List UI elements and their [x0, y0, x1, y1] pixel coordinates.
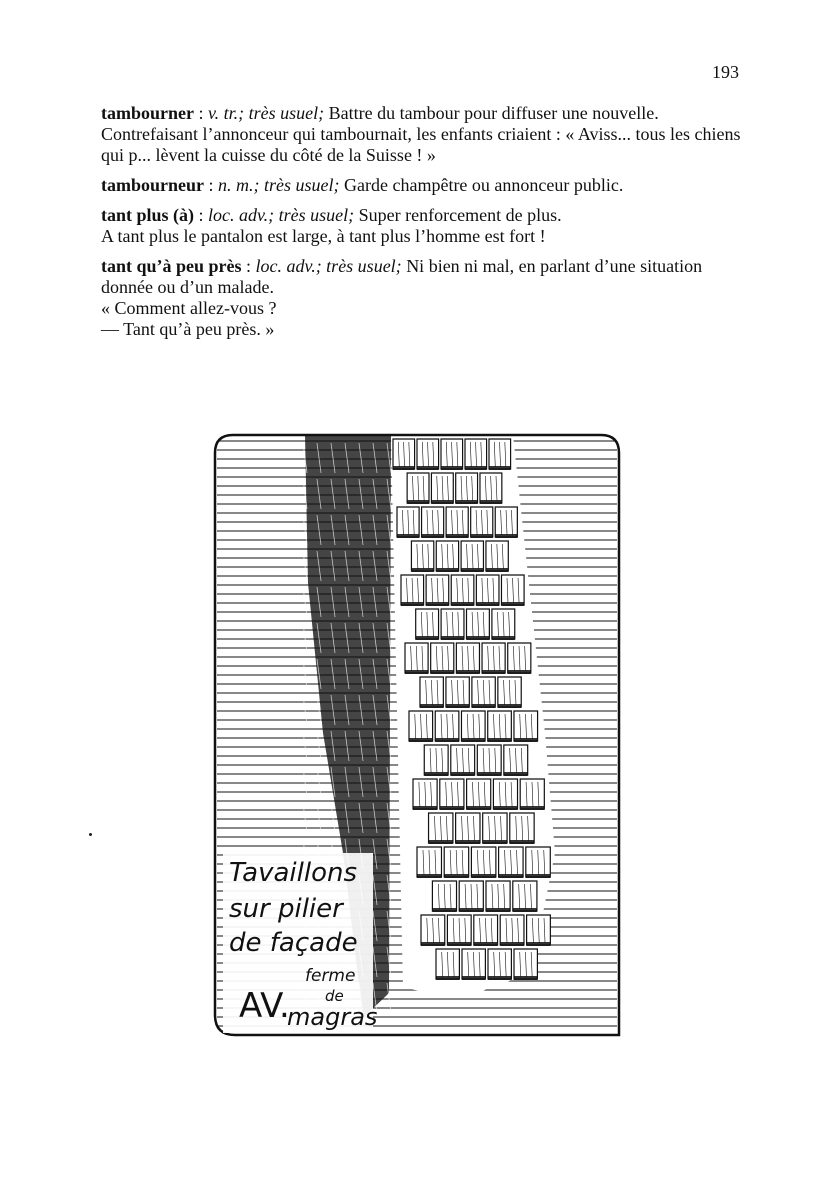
- example: — Tant qu’à peu près. »: [101, 319, 275, 339]
- shingle-shadow: [462, 976, 485, 980]
- shingle-shadow: [513, 908, 537, 912]
- shingle-shadow: [499, 874, 523, 878]
- definition: Garde champêtre ou annonceur public.: [344, 175, 624, 195]
- entry-tant-qu-a-peu-pres: [101, 256, 749, 340]
- hatch-stroke: [303, 623, 307, 653]
- shingle-shadow: [420, 704, 443, 708]
- shingle-shadow: [426, 602, 449, 606]
- shingle-shadow: [456, 670, 479, 674]
- shingle-shadow: [471, 534, 493, 538]
- shingle-shadow: [435, 738, 459, 742]
- shingle-shadow: [495, 534, 517, 538]
- hatch-stroke: [303, 515, 307, 545]
- hatch-stroke: [303, 659, 307, 689]
- location-line: de: [325, 987, 344, 1005]
- hatch-stroke: [317, 731, 321, 761]
- shingle-shadow: [431, 500, 453, 504]
- shingle-shadow: [514, 738, 538, 742]
- shingle-shadow: [489, 466, 511, 470]
- hatch-stroke: [303, 731, 307, 761]
- shingle-shadow: [488, 976, 511, 980]
- hatch-stroke: [303, 803, 307, 833]
- shingle-shadow: [474, 942, 498, 946]
- headword: tant plus (à): [101, 205, 195, 225]
- entry-definition-line: tant plus (à) : loc. adv.; très usuel; Super renforcement de plus.: [101, 205, 562, 225]
- shingle-shadow: [493, 806, 517, 810]
- shingle-shadow: [447, 942, 471, 946]
- shingle-shadow: [416, 636, 439, 640]
- shingle-shadow: [393, 466, 415, 470]
- entry-definition-line: tant qu’à peu près : loc. adv.; très usuel; Ni bien ni mal, en parlant d’une situation donnée ou d’un malade.: [101, 256, 703, 297]
- entry-tambourneur: [101, 175, 749, 196]
- hatch-stroke: [303, 551, 307, 581]
- shingle-shadow: [498, 704, 521, 708]
- hatch-stroke: [317, 767, 321, 797]
- shingle-shadow: [527, 942, 551, 946]
- shingle-shadow: [461, 568, 483, 572]
- grammar-label: loc. adv.; très usuel;: [255, 256, 402, 276]
- shingle-shadow: [441, 466, 463, 470]
- caption-line: Tavaillons: [229, 858, 358, 888]
- shingle-illustration: [213, 433, 621, 1041]
- shingle-shadow: [486, 568, 508, 572]
- shingle-shadow: [422, 534, 444, 538]
- shingle-shadow: [429, 840, 453, 844]
- shingle-shadow: [492, 636, 515, 640]
- location-line: magras: [287, 1003, 378, 1031]
- grammar-label: v. tr.; très usuel;: [208, 103, 325, 123]
- shingle-shadow: [451, 602, 474, 606]
- shingle-shadow: [471, 874, 495, 878]
- example: Contrefaisant l’annonceur qui tambournait, les enfants criaient : « Aviss... tous les chiens qui p... lèvent la cuisse du côté de la Suisse ! »: [101, 124, 741, 165]
- shingle-shadow: [456, 840, 480, 844]
- shingle-shadow: [465, 466, 487, 470]
- hatch-stroke: [303, 587, 307, 617]
- shingle-shadow: [456, 500, 478, 504]
- entry-tant-plus: [101, 205, 749, 247]
- shingle-shadow: [480, 500, 502, 504]
- example: « Comment allez-vous ?: [101, 298, 277, 318]
- definition: Ni bien ni mal, en parlant d’une situation donnée ou d’un malade.: [101, 256, 703, 297]
- shingle-shadow: [482, 670, 505, 674]
- shingle-shadow: [476, 602, 499, 606]
- shingle-shadow: [409, 738, 433, 742]
- shingle-shadow: [432, 908, 456, 912]
- shingle-shadow: [514, 976, 537, 980]
- shingle-shadow: [405, 670, 428, 674]
- shingle-shadow: [401, 602, 424, 606]
- shingle-shadow: [488, 738, 512, 742]
- dictionary-entries: [101, 103, 749, 349]
- shingle-shadow: [424, 772, 448, 776]
- hatch-stroke: [331, 803, 335, 833]
- shingle-shadow: [417, 466, 439, 470]
- shingle-shadow: [510, 840, 534, 844]
- shingle-shadow: [444, 874, 468, 878]
- shingle-shadow: [526, 874, 550, 878]
- shingle-shadow: [413, 806, 437, 810]
- caption-line: sur pilier: [229, 894, 343, 924]
- shingle-shadow: [483, 840, 507, 844]
- shingle-shadow: [436, 568, 458, 572]
- shingle-shadow: [397, 534, 419, 538]
- entry-tambourner: [101, 103, 749, 166]
- hatch-stroke: [303, 767, 307, 797]
- shingle-shadow: [500, 942, 524, 946]
- shingle-shadow: [501, 602, 524, 606]
- shingle-shadow: [486, 908, 510, 912]
- shingle-shadow: [421, 942, 445, 946]
- headword: tant qu’à peu près: [101, 256, 242, 276]
- shingle-shadow: [477, 772, 501, 776]
- grammar-label: loc. adv.; très usuel;: [208, 205, 355, 225]
- entry-definition-line: tambourner : v. tr.; très usuel; Battre du tambour pour diffuser une nouvelle.: [101, 103, 659, 123]
- shingle-shadow: [441, 636, 464, 640]
- shingle-shadow: [504, 772, 528, 776]
- shingle-shadow: [446, 534, 468, 538]
- shingle-shadow: [461, 738, 485, 742]
- shingle-shadow: [451, 772, 475, 776]
- shingle-shadow: [431, 670, 454, 674]
- shingle-shadow: [467, 806, 491, 810]
- shingle-shadow: [508, 670, 531, 674]
- light-shingle-column: [391, 435, 555, 998]
- definition: Battre du tambour pour diffuser une nouvelle.: [328, 103, 659, 123]
- illustration-drawing: [213, 433, 621, 1041]
- grammar-label: n. m.; très usuel;: [218, 175, 340, 195]
- shingle-shadow: [440, 806, 464, 810]
- location-line: ferme: [305, 966, 356, 986]
- shingle-shadow: [472, 704, 495, 708]
- example: A tant plus le pantalon est large, à tant plus l’homme est fort !: [101, 226, 546, 246]
- definition: Super renforcement de plus.: [358, 205, 562, 225]
- shingle-shadow: [520, 806, 544, 810]
- shingle-shadow: [446, 704, 469, 708]
- headword: tambourneur: [101, 175, 204, 195]
- hatch-stroke: [303, 695, 307, 725]
- stray-dot: [89, 833, 92, 836]
- hatch-stroke: [317, 803, 321, 833]
- entry-definition-line: tambourneur : n. m.; très usuel; Garde champêtre ou annonceur public.: [101, 175, 624, 195]
- headword: tambourner: [101, 103, 194, 123]
- shingle-shadow: [467, 636, 490, 640]
- page-number: 193: [712, 62, 739, 82]
- shingle-shadow: [411, 568, 433, 572]
- shingle-shadow: [407, 500, 429, 504]
- shingle-shadow: [436, 976, 459, 980]
- shingle-shadow: [459, 908, 483, 912]
- shingle-shadow: [417, 874, 441, 878]
- caption-line: de façade: [229, 928, 358, 958]
- signature: AV.: [239, 986, 290, 1026]
